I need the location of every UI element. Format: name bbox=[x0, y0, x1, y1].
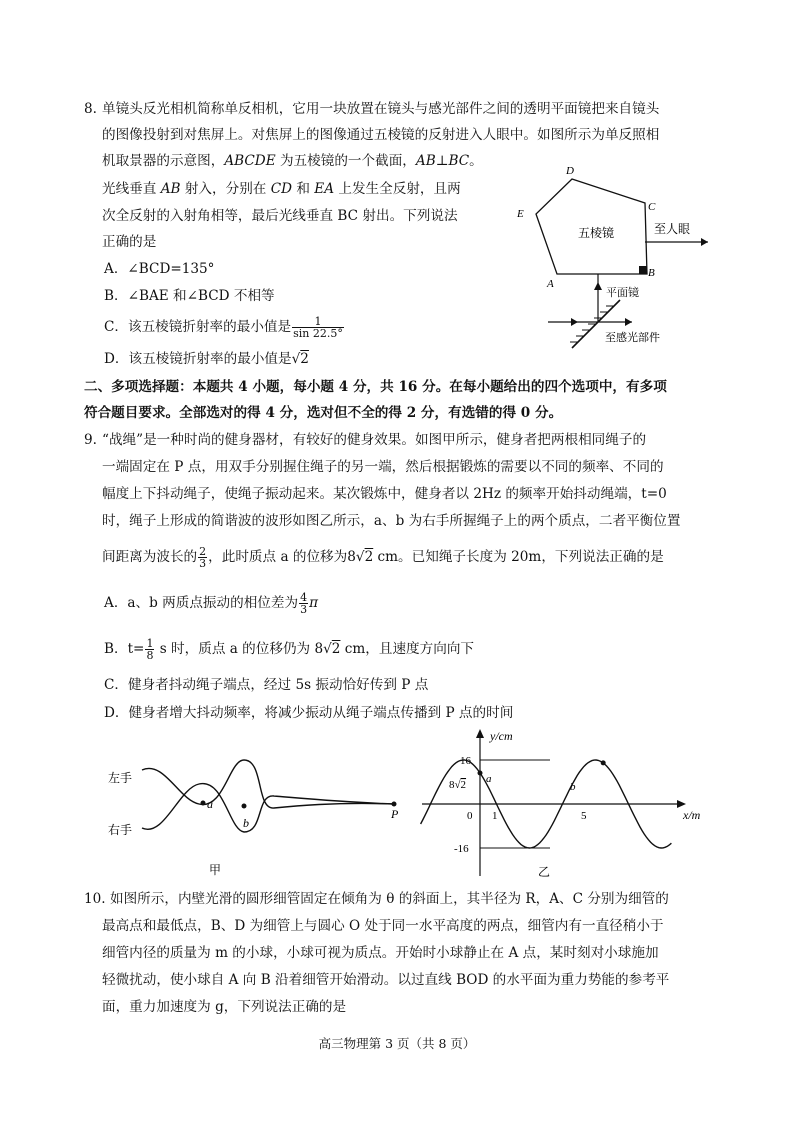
q8-symbol: BC bbox=[448, 153, 470, 169]
arrow-icon bbox=[571, 318, 578, 326]
q8-text: 机取景器的示意图， bbox=[102, 153, 225, 169]
section2-heading-2: 符合题目要求。全部选对的得 4 分，选对但不全的得 2 分，有选错的得 0 分。 bbox=[84, 405, 563, 421]
section2-heading-1: 二、多项选择题：本题共 4 小题，每小题 4 分，共 16 分。在每小题给出的四个选项中，有多项 bbox=[84, 379, 667, 395]
q9-option-c: C．健身者抖动绳子端点，经过 5s 振动恰好传到 P 点 bbox=[104, 677, 429, 693]
q8-symbol: ⊥ bbox=[435, 153, 449, 169]
option-text: s 时，质点 a 的位移仍为 8 bbox=[155, 641, 324, 657]
figure-caption-yi: 乙 bbox=[538, 865, 551, 879]
q8-line-1: 单镜头反光相机简称单反相机，它用一块放置在镜头与感光部件之间的透明平面镜把来自镜头 bbox=[102, 101, 660, 117]
q10-line-1: 如图所示，内壁光滑的圆形细管固定在倾角为 θ 的斜面上，其半径为 R，A、C 分别为细管的 bbox=[110, 891, 669, 907]
arrow-icon bbox=[677, 800, 686, 808]
arrow-icon bbox=[594, 282, 602, 290]
tick-8: 8√2 bbox=[449, 779, 467, 791]
q9-option-a bbox=[104, 592, 318, 615]
label-e: E bbox=[517, 208, 524, 220]
right-hand-label: 右手 bbox=[108, 823, 133, 837]
label-b: b bbox=[570, 781, 576, 793]
prism-label: 五棱镜 bbox=[578, 226, 615, 240]
label-a: a bbox=[486, 773, 492, 785]
q9-line-1: “战绳”是一种时尚的健身器材，有较好的健身效果。如图甲所示，健身者把两根相同绳子的 bbox=[102, 432, 647, 448]
q9-option-b: B．t= $\frac{1}{8}$ s 时，质点 a 的位移仍为 8√2 cm，且速度方向向下 bbox=[104, 637, 475, 662]
point-b bbox=[601, 760, 606, 765]
label-a: a bbox=[207, 797, 213, 811]
point-a bbox=[201, 801, 206, 806]
to-eye-label: 至人眼 bbox=[654, 222, 691, 236]
fraction-denominator: 3 bbox=[199, 557, 207, 570]
q8-line-4 bbox=[102, 180, 461, 198]
q8-symbol: EA bbox=[314, 181, 335, 197]
fraction-denominator: sin 22.5° bbox=[293, 327, 343, 340]
left-hand-label: 左手 bbox=[108, 771, 133, 785]
arrow-icon bbox=[701, 238, 708, 246]
q8-symbol: CD bbox=[270, 181, 293, 197]
fraction-numerator: 1 bbox=[146, 637, 154, 650]
option-text: C．该五棱镜折射率的最小值是 bbox=[104, 319, 292, 335]
fraction-denominator: 8 bbox=[146, 649, 154, 662]
option-text: B．t= bbox=[104, 641, 145, 657]
root-value: 2 bbox=[364, 549, 374, 565]
q8-line-6: 正确的是 bbox=[102, 234, 157, 250]
text: 8 bbox=[347, 549, 356, 565]
q8-symbol: ABCDE bbox=[224, 153, 276, 169]
tick-8-root: 2 bbox=[460, 779, 467, 791]
label-b: b bbox=[243, 816, 249, 830]
q9-number: 9. bbox=[84, 432, 97, 448]
q8-line-2: 的图像投射到对焦屏上。对焦屏上的图像通过五棱镜的反射进入人眼中。如图所示为单反照相 bbox=[102, 127, 660, 143]
label-b: B bbox=[648, 267, 655, 279]
q8-text: 上发生全反射，且两 bbox=[334, 181, 461, 197]
q9-option-d: D．健身者增大抖动频率，将减少振动从绳子端点传播到 P 点的时间 bbox=[104, 705, 514, 721]
q8-symbol: AB bbox=[415, 153, 436, 169]
label-c: C bbox=[648, 201, 656, 213]
fraction bbox=[198, 546, 207, 569]
text: cm。已知绳子长度为 20m，下列说法正确的是 bbox=[373, 549, 664, 565]
point-p bbox=[392, 802, 397, 807]
q9-line-2: 一端固定在 P 点，用双手分别握住绳子的另一端，然后根据锻炼的需要以不同的频率、不同的 bbox=[102, 459, 664, 475]
q8-line-3 bbox=[102, 152, 483, 170]
tick-8-value: 8 bbox=[449, 779, 455, 791]
q8-option-a: A．∠BCD=135° bbox=[104, 261, 215, 277]
q8-option-c bbox=[104, 316, 345, 339]
q9-line-3: 幅度上下抖动绳子，使绳子振动起来。某次锻炼中，健身者以 2Hz 的频率开始抖动绳端，t=0 bbox=[102, 486, 667, 502]
q8-number: 8. bbox=[84, 101, 97, 117]
point-b bbox=[242, 804, 247, 809]
arrow-icon bbox=[625, 318, 632, 326]
arrow-icon bbox=[476, 729, 484, 738]
fraction bbox=[292, 316, 344, 339]
fraction-numerator: 4 bbox=[300, 591, 308, 604]
y-axis-label: y/cm bbox=[490, 729, 513, 743]
q8-text: 射入，分别在 bbox=[180, 181, 271, 197]
q10-number: 10. bbox=[84, 891, 106, 907]
q9-line-5: 间距离为波长的 $\frac{2}{3}$ ，此时质点 a 的位移为8√2 cm。已知绳子长度为 20m，下列说法正确的是 bbox=[102, 545, 664, 570]
root-value: 2 bbox=[331, 641, 341, 657]
q8-option-d: D．该五棱镜折射率的最小值是√2 bbox=[104, 351, 309, 367]
fraction-numerator: 2 bbox=[199, 545, 207, 558]
q8-text: 。 bbox=[469, 153, 483, 169]
x-axis-label: x/m bbox=[683, 808, 701, 822]
fraction-numerator: 1 bbox=[292, 316, 344, 328]
label-p: P bbox=[391, 807, 399, 821]
tick-16: 16 bbox=[460, 755, 471, 767]
option-text: D．该五棱镜折射率的最小值是 bbox=[104, 351, 292, 367]
mirror-label: 平面镜 bbox=[606, 287, 639, 299]
fraction bbox=[299, 592, 308, 615]
q9-line-4: 时，绳子上形成的简谐波的波形如图乙所示，a、b 为右手所握绳子上的两个质点，二者平衡位置 bbox=[102, 513, 681, 529]
fraction-denominator: 3 bbox=[300, 603, 308, 616]
wave-graph bbox=[420, 726, 710, 881]
q10-line-5: 面，重力加速度为 g，下列说法正确的是 bbox=[102, 999, 347, 1015]
q8-text: 为五棱镜的一个截面， bbox=[275, 153, 416, 169]
page-footer: 高三物理第 3 页（共 8 页） bbox=[318, 1036, 476, 1051]
q8-symbol: AB bbox=[160, 181, 181, 197]
pentaprism-figure bbox=[508, 160, 728, 355]
q8-text: 光线垂直 bbox=[102, 181, 161, 197]
q8-option-b: B．∠BAE 和∠BCD 不相等 bbox=[104, 288, 275, 304]
label-a: A bbox=[547, 278, 554, 290]
tick-n16: -16 bbox=[454, 843, 469, 855]
q10-line-4: 轻微扰动，使小球自 A 向 B 沿着细管开始滑动。以过直线 BOD 的水平面为重力势能的参考平 bbox=[102, 972, 670, 988]
right-angle-marker bbox=[639, 266, 647, 274]
q10-line-3: 细管内径的质量为 m 的小球，小球可视为质点。开始时小球静止在 A 点，某时刻对小球施加 bbox=[102, 945, 659, 961]
root-value: 2 bbox=[300, 351, 309, 367]
sensor-label: 至感光部件 bbox=[605, 332, 660, 344]
figure-caption-jia: 甲 bbox=[209, 863, 222, 877]
q10-line-2: 最高点和最低点，B、D 为细管上与圆心 O 处于同一水平高度的两点，细管内有一直径稍小于 bbox=[102, 918, 664, 934]
battle-rope-figure bbox=[104, 740, 414, 880]
text: ，此时质点 a 的位移为 bbox=[208, 549, 348, 565]
option-text: cm，且速度方向向下 bbox=[340, 641, 475, 657]
tick-0: 0 bbox=[467, 810, 473, 822]
tick-5: 5 bbox=[581, 810, 587, 822]
option-text: A．a、b 两质点振动的相位差为 bbox=[104, 595, 299, 611]
text: 间距离为波长的 bbox=[102, 549, 198, 565]
point-a bbox=[478, 771, 483, 776]
q8-line-5: 次全反射的入射角相等，最后光线垂直 BC 射出。下列说法 bbox=[102, 208, 458, 224]
fraction bbox=[145, 638, 154, 661]
q8-text: 和 bbox=[292, 181, 315, 197]
tick-1: 1 bbox=[492, 810, 498, 822]
label-d: D bbox=[566, 165, 574, 177]
pi-symbol: π bbox=[309, 595, 319, 611]
